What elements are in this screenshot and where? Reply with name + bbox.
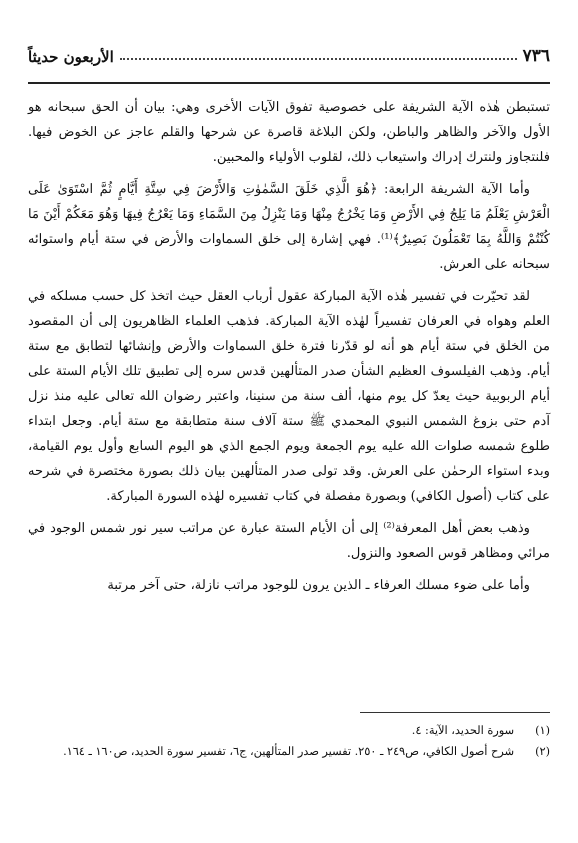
footnote-separator bbox=[360, 712, 550, 713]
paragraph: وأما الآية الشريفة الرابعة: ﴿هُوَ الَّذِي خَلَقَ السَّمٰوٰتِ وَالأَرْضَ فِي سِتَّةِ أَيَّامٍ ثُمَّ اسْتَوَىٰ عَلَى الْعَرْشِ يَعْلَمُ مَا يَلِجُ فِي الأَرْضِ وَمَا يَخْرُجُ مِنْهَا وَمَا يَنْزِلُ مِنَ السَّمَاءِ وَمَا يَعْرُجُ فِيهَا وَهُوَ مَعَكُمْ أَيْنَ مَا كُنْتُمْ وَاللَّهُ بِمَا تَعْمَلُونَ بَصِيرٌ﴾⁽¹⁾. فهي إشارة إلى خلق السماوات والأرض في ستة أيام واستوائه سبحانه على العرش. bbox=[28, 182, 550, 272]
footnote bbox=[28, 741, 550, 762]
footnote-text: سورة الحديد، الآية: ٤. bbox=[411, 724, 514, 737]
paragraph: وذهب بعض أهل المعرفة⁽²⁾ إلى أن الأيام الستة عبارة عن مراتب سير نور شمس الوجود في مرائي ومظاهر قوس الصعود والنزول. bbox=[28, 521, 550, 561]
page-number: ٧٣٦ bbox=[522, 46, 550, 66]
running-title: الأربعون حديثاً bbox=[28, 48, 114, 66]
footnote-number: (٢) bbox=[535, 745, 550, 758]
header-dot-leader bbox=[120, 58, 517, 60]
footnote-number: (١) bbox=[535, 724, 550, 737]
paragraph: لقد تحيّرت في تفسير هٰذه الآية المباركة عقول أرباب العقل حيث اتخذ كل حسب مسلكه في العلم وهواه في العرفان تفسيراً لهٰذه الآية المباركة. فذهب العلماء الظاهريون إلى أن المقصود من الخلق في ستة أيام هو أنه لو قدّرنا فترة خلق السماوات والأرض وإنشائها لتطابق مع ستة أيام. وذهب الفيلسوف العظيم الشأن صدر المتألهين قدس سره إلى تطبيق تلك الأيام الستة على أيام الربوبية حيث يعدّ كل يوم منها، ألف سنة من سنينا، واعتبر رضوان الله تعالى عليه منذ نزل آدم حتى بزوغ الشمس النبوي المحمدي ﷺ ستة آلاف سنة متطابقة مع ستة أيام. وجعل ابتداء طلوع شمسه صلوات الله عليه يوم الجمعة ويوم الجمع الذي هو اليوم السابع وأول يوم القيامة، وبدء استواء الرحمٰن على العرش. وقد تولى صدر المتألهين بيان ذلك بصورة مختصرة في شرحه على كتاب (أصول الكافي) وبصورة مفصلة في كتاب تفسيره لهٰذه السورة المباركة. bbox=[28, 289, 550, 504]
running-header bbox=[28, 40, 550, 66]
header-rule bbox=[28, 82, 550, 84]
paragraph: تستبطن هٰذه الآية الشريفة على خصوصية تفوق الآيات الأخرى وهي: بيان أن الحق سبحانه هو الأول والآخر والظاهر والباطن، ولكن البلاغة قاصرة عن شرحها والقلم عاجز عن الخوض فيها. فلنتجاوز ولنترك إدراك واستيعاب ذلك، لقلوب الأولياء والمحبين. bbox=[28, 100, 550, 165]
paragraph: وأما على ضوء مسلك العرفاء ـ الذين يرون للوجود مراتب نازلة، حتى آخر مرتبة bbox=[107, 578, 530, 593]
footnote-text: شرح أصول الكافي، ص٢٤٩ ـ ٢٥٠. تفسير صدر المتألهين، ج٦، تفسير سورة الحديد، ص١٦٠ ـ ١٦٤. bbox=[63, 745, 514, 758]
footnote bbox=[28, 720, 550, 741]
main-text bbox=[28, 95, 550, 605]
footnotes bbox=[28, 720, 550, 762]
